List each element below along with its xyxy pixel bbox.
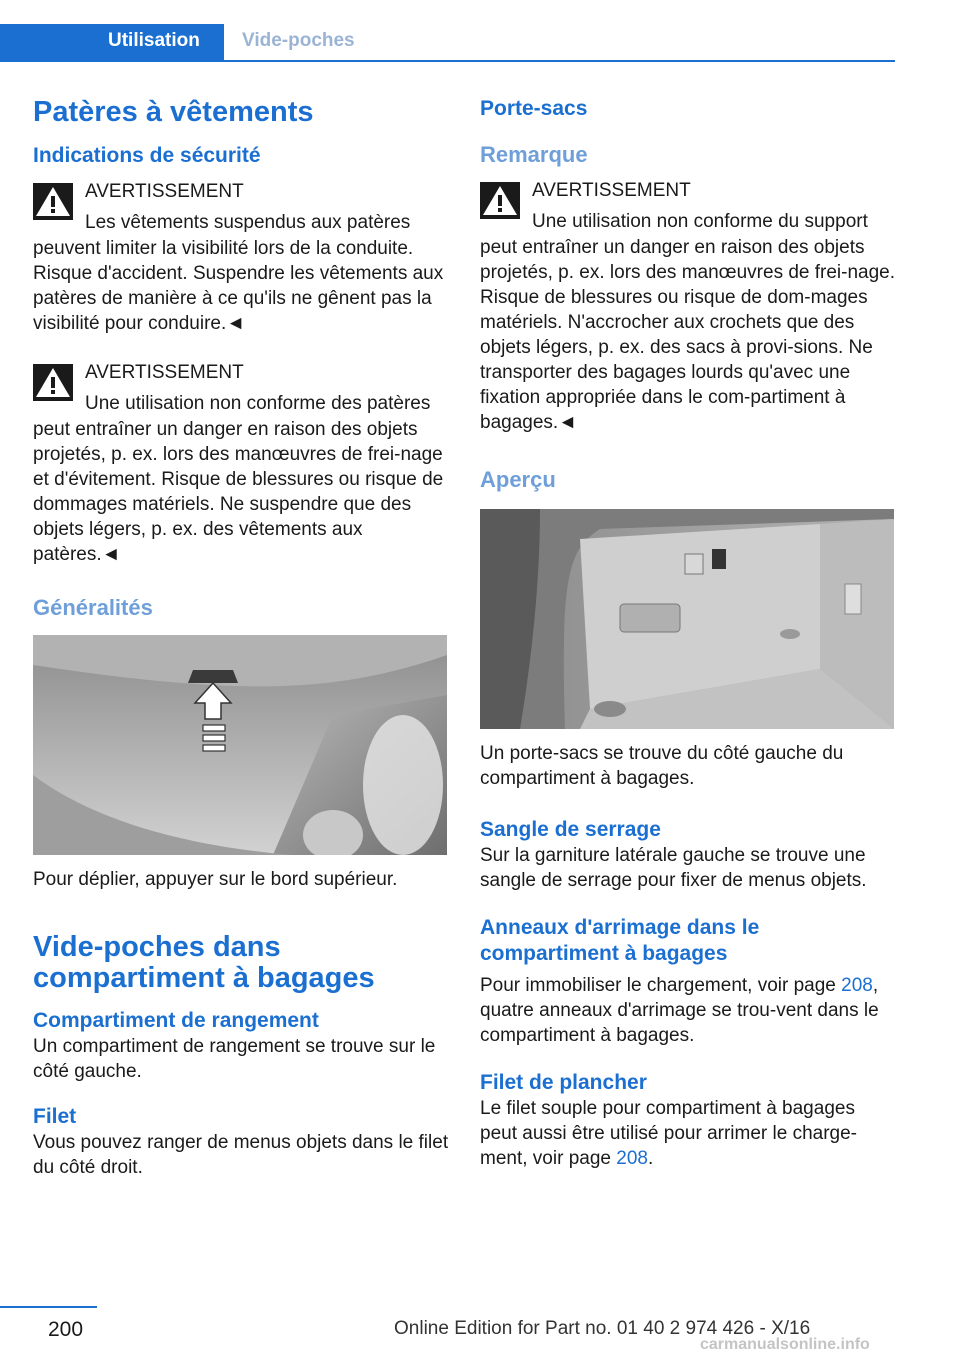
heading-storage-compartment: Compartiment de rangement xyxy=(33,1009,319,1032)
heading-note: Remarque xyxy=(480,142,588,167)
heading-general: Généralités xyxy=(33,595,153,620)
left-column xyxy=(33,96,449,1180)
footer-rule xyxy=(0,1306,97,1308)
floor-net-text-a: Le filet souple pour compartiment à bagages peut aussi être utilisé pour arrimer le charge-ment, voir page xyxy=(480,1098,858,1169)
heading-lashing-rings: Anneaux d'arrimage dans le compartiment à bagages xyxy=(480,916,760,965)
tab-vide-poches: Vide-poches xyxy=(242,30,355,51)
page-link-208-b[interactable]: 208 xyxy=(616,1148,648,1169)
watermark: carmanualsonline.info xyxy=(700,1336,870,1353)
edition-text: Online Edition for Part no. 01 40 2 974 426 - X/16 xyxy=(394,1318,811,1339)
storage-text: Un compartiment de rangement se trouve sur le côté gauche. xyxy=(33,1036,436,1082)
warning-text: peuvent limiter la visibilité lors de la conduite. Risque d'accident. Suspendre les vêtements aux patères de manière à ce qu'ils ne gênent pas la visibilité pour conduire.◄ xyxy=(33,238,444,334)
warning-text: peut entraîner un danger en raison des objets projetés, p. ex. lors des manœuvres de frei-nage et d'évitement. Risque de blessures ou risque de dommages matériels. Ne suspendre que des objets légers, p. ex. des vêtements aux patères.◄ xyxy=(33,419,444,565)
tab-utilisation: Utilisation xyxy=(0,24,224,62)
warning-label: AVERTISSEMENT xyxy=(85,181,244,202)
warning-icon xyxy=(33,364,73,401)
floor-net-text-b: . xyxy=(647,1148,654,1169)
rings-text-a: Pour immobiliser le chargement, voir page xyxy=(480,975,842,996)
net-text: Vous pouvez ranger de menus objets dans le filet du côté droit. xyxy=(33,1132,449,1178)
caption-coat-hook: Pour déplier, appuyer sur le bord supérieur. xyxy=(33,869,398,890)
caption-bag-hook: Un porte-sacs se trouve du côté gauche du compartiment à bagages. xyxy=(480,743,844,789)
warning-label: AVERTISSEMENT xyxy=(532,180,691,201)
warning-block-3 xyxy=(480,176,896,435)
heading-net: Filet xyxy=(33,1105,77,1128)
heading-overview: Aperçu xyxy=(480,467,556,492)
trunk-illustration xyxy=(480,509,894,729)
warning-block-1 xyxy=(33,177,449,336)
rings-text-b: , quatre anneaux d'arrimage se trou-vent dans le compartiment à bagages. xyxy=(480,975,879,1046)
warning-text-first: Une utilisation non conforme des patères xyxy=(85,393,431,414)
warning-label: AVERTISSEMENT xyxy=(85,362,244,383)
heading-strap: Sangle de serrage xyxy=(480,818,661,841)
warning-text-first: Une utilisation non conforme du support xyxy=(532,211,868,232)
warning-icon xyxy=(33,183,73,220)
warning-text-first: Les vêtements suspendus aux patères xyxy=(85,212,411,233)
right-column xyxy=(480,96,896,1171)
page-number: 200 xyxy=(48,1318,84,1341)
heading-floor-net: Filet de plancher xyxy=(480,1071,647,1094)
heading-bag-hook: Porte-sacs xyxy=(480,97,588,120)
section-title-storage: Vide-poches dans compartiment à bagages xyxy=(33,931,375,994)
page-link-208[interactable]: 208 xyxy=(841,975,873,996)
lashing-rings-text xyxy=(480,973,896,1048)
header-rule xyxy=(0,60,895,62)
coat-hook-illustration xyxy=(33,635,447,855)
warning-icon xyxy=(480,182,520,219)
warning-block-2 xyxy=(33,358,449,567)
section-title-coat-hooks: Patères à vêtements xyxy=(33,96,314,128)
warning-text: peut entraîner un danger en raison des objets projetés, p. ex. lors des manœuvres de frei-nage. Risque de blessures ou risque de dom-mages matériels. N'accrocher aux crochets que des objets légers, p. ex. des sacs à provi-sions. Ne transporter des bagages lourds qu'avec une fixation appropriée dans le com-partiment à bagages.◄ xyxy=(480,237,896,433)
floor-net-text xyxy=(480,1096,896,1171)
strap-text: Sur la garniture latérale gauche se trouve une sangle de serrage pour fixer de menus objets. xyxy=(480,845,867,891)
heading-safety: Indications de sécurité xyxy=(33,144,261,167)
